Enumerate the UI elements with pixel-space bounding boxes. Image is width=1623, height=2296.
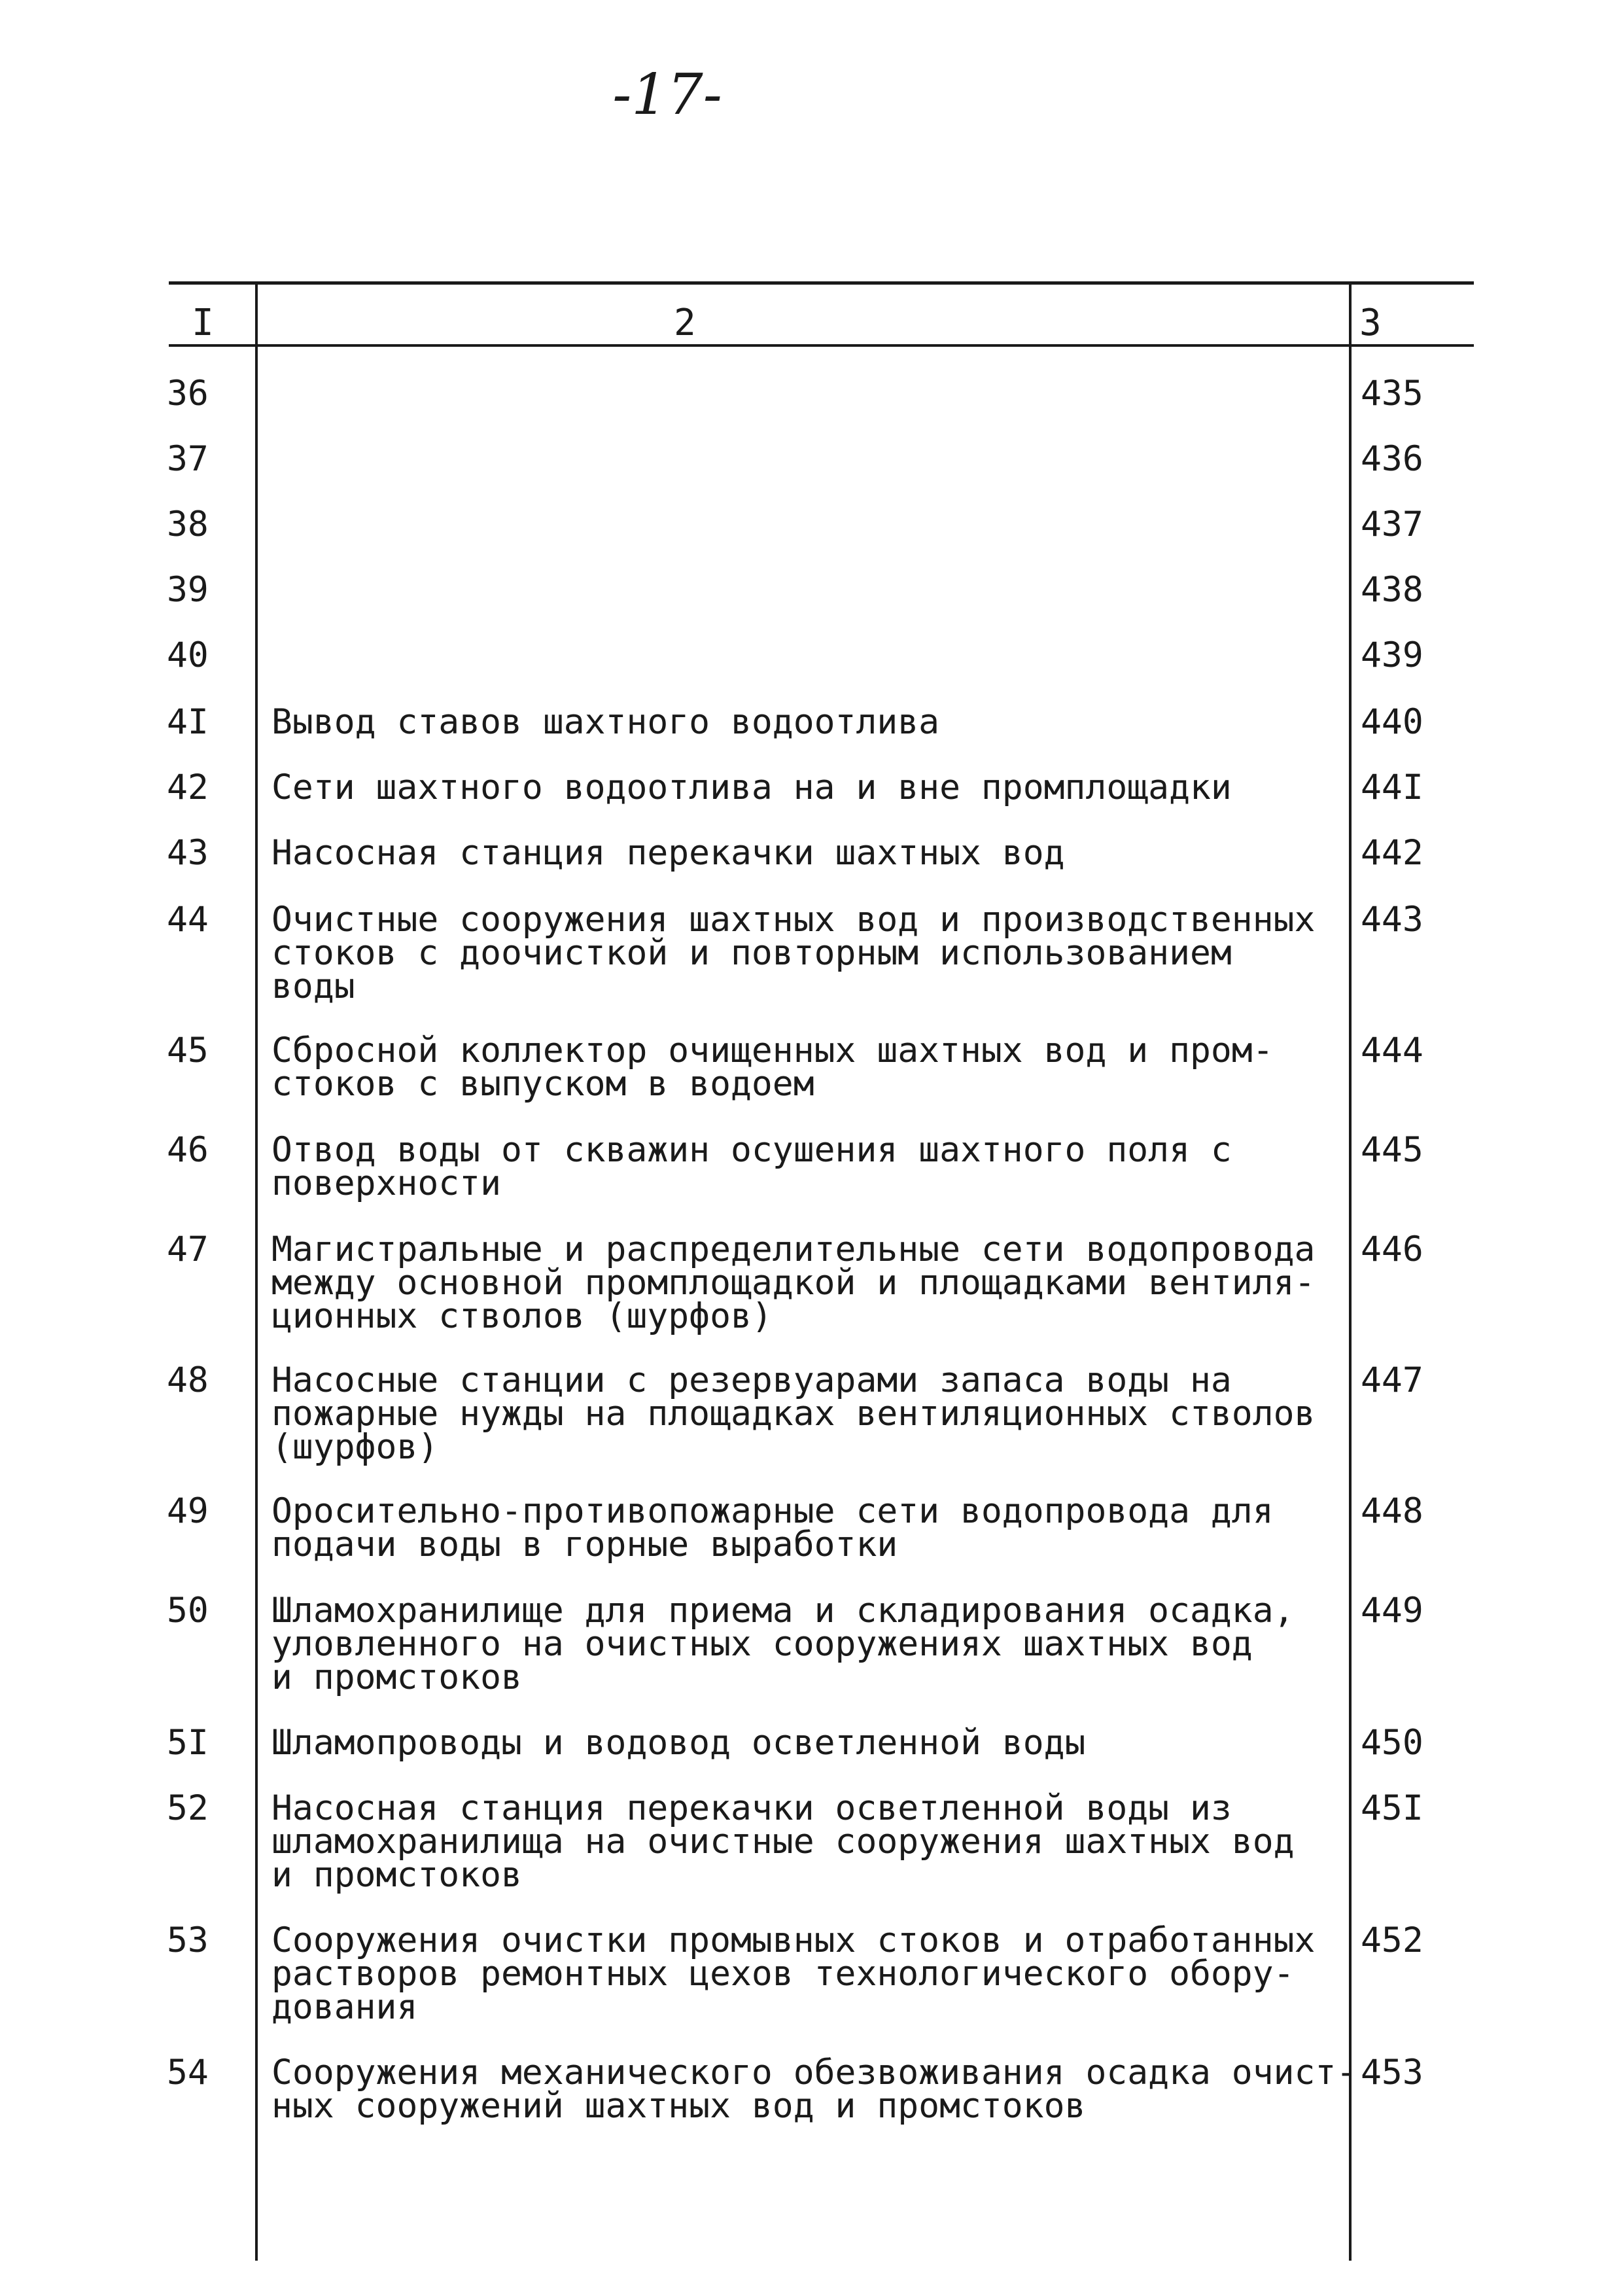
row-code: 440 bbox=[1361, 702, 1423, 742]
row-description: Сбросной коллектор очищенных шахтных вод и пром- стоков с выпуском в водоем bbox=[271, 1031, 1274, 1104]
row-number: 39 bbox=[167, 570, 209, 610]
row-code: 439 bbox=[1361, 635, 1423, 675]
row-number: 53 bbox=[167, 1920, 209, 1960]
row-number: 46 bbox=[167, 1130, 209, 1170]
row-description: Шламохранилище для приема и складирования осадка, уловленного на очистных сооружениях шахтных вод и промстоков bbox=[271, 1591, 1295, 1697]
row-description: Оросительно-противопожарные сети водопровода для подачи воды в горные выработки bbox=[271, 1491, 1274, 1564]
row-number: 5I bbox=[167, 1723, 209, 1763]
row-code: 438 bbox=[1361, 570, 1423, 610]
row-number: 4I bbox=[167, 702, 209, 742]
column-header-2: 2 bbox=[674, 302, 696, 344]
row-number: 37 bbox=[167, 439, 209, 479]
table-top-rule bbox=[169, 281, 1474, 285]
row-code: 437 bbox=[1361, 504, 1423, 544]
row-code: 445 bbox=[1361, 1130, 1423, 1170]
row-code: 436 bbox=[1361, 439, 1423, 479]
row-code: 450 bbox=[1361, 1723, 1423, 1763]
row-number: 44 bbox=[167, 900, 209, 940]
row-number: 52 bbox=[167, 1788, 209, 1828]
row-number: 38 bbox=[167, 504, 209, 544]
row-number: 54 bbox=[167, 2053, 209, 2093]
row-code: 447 bbox=[1361, 1360, 1423, 1400]
row-description: Сети шахтного водоотлива на и вне промплощадки bbox=[271, 768, 1232, 807]
row-code: 443 bbox=[1361, 900, 1423, 940]
row-number: 43 bbox=[167, 833, 209, 873]
column-divider-2 bbox=[1349, 285, 1352, 2261]
row-code: 44I bbox=[1361, 768, 1423, 807]
row-number: 40 bbox=[167, 635, 209, 675]
row-code: 444 bbox=[1361, 1031, 1423, 1070]
row-description: Отвод воды от скважин осушения шахтного поля с поверхности bbox=[271, 1130, 1232, 1203]
row-description: Насосные станции с резервуарами запаса воды на пожарные нужды на площадках вентиляционных стволов (шурфов) bbox=[271, 1360, 1316, 1467]
column-header-1: I bbox=[192, 302, 214, 344]
page-number: -17- bbox=[612, 62, 722, 128]
row-description: Сооружения механического обезвоживания осадка очист- ных сооружений шахтных вод и промстоков bbox=[271, 2053, 1357, 2126]
row-code: 448 bbox=[1361, 1491, 1423, 1531]
row-code: 452 bbox=[1361, 1920, 1423, 1960]
row-description: Вывод ставов шахтного водоотлива bbox=[271, 702, 940, 742]
row-code: 446 bbox=[1361, 1229, 1423, 1269]
header-bottom-rule bbox=[169, 344, 1474, 347]
row-description: Магистральные и распределительные сети водопровода между основной промплощадкой и площадками вентиля- ционных стволов (шурфов) bbox=[271, 1229, 1316, 1336]
column-header-3: 3 bbox=[1359, 302, 1382, 344]
row-number: 50 bbox=[167, 1591, 209, 1631]
row-code: 449 bbox=[1361, 1591, 1423, 1631]
row-description: Насосная станция перекачки шахтных вод bbox=[271, 833, 1065, 873]
row-code: 453 bbox=[1361, 2053, 1423, 2093]
row-description: Шламопроводы и водовод осветленной воды bbox=[271, 1723, 1086, 1763]
row-number: 45 bbox=[167, 1031, 209, 1070]
row-code: 45I bbox=[1361, 1788, 1423, 1828]
row-number: 49 bbox=[167, 1491, 209, 1531]
row-number: 42 bbox=[167, 768, 209, 807]
row-description: Насосная станция перекачки осветленной воды из шламохранилища на очистные сооружения шахтных вод и промстоков bbox=[271, 1788, 1295, 1895]
row-code: 435 bbox=[1361, 374, 1423, 414]
row-number: 47 bbox=[167, 1229, 209, 1269]
column-divider-1 bbox=[255, 285, 258, 2261]
row-number: 48 bbox=[167, 1360, 209, 1400]
row-number: 36 bbox=[167, 374, 209, 414]
row-code: 442 bbox=[1361, 833, 1423, 873]
row-description: Очистные сооружения шахтных вод и производственных стоков с доочисткой и повторным использованием воды bbox=[271, 900, 1316, 1006]
row-description: Сооружения очистки промывных стоков и отработанных растворов ремонтных цехов технологического обору- дования bbox=[271, 1920, 1316, 2027]
